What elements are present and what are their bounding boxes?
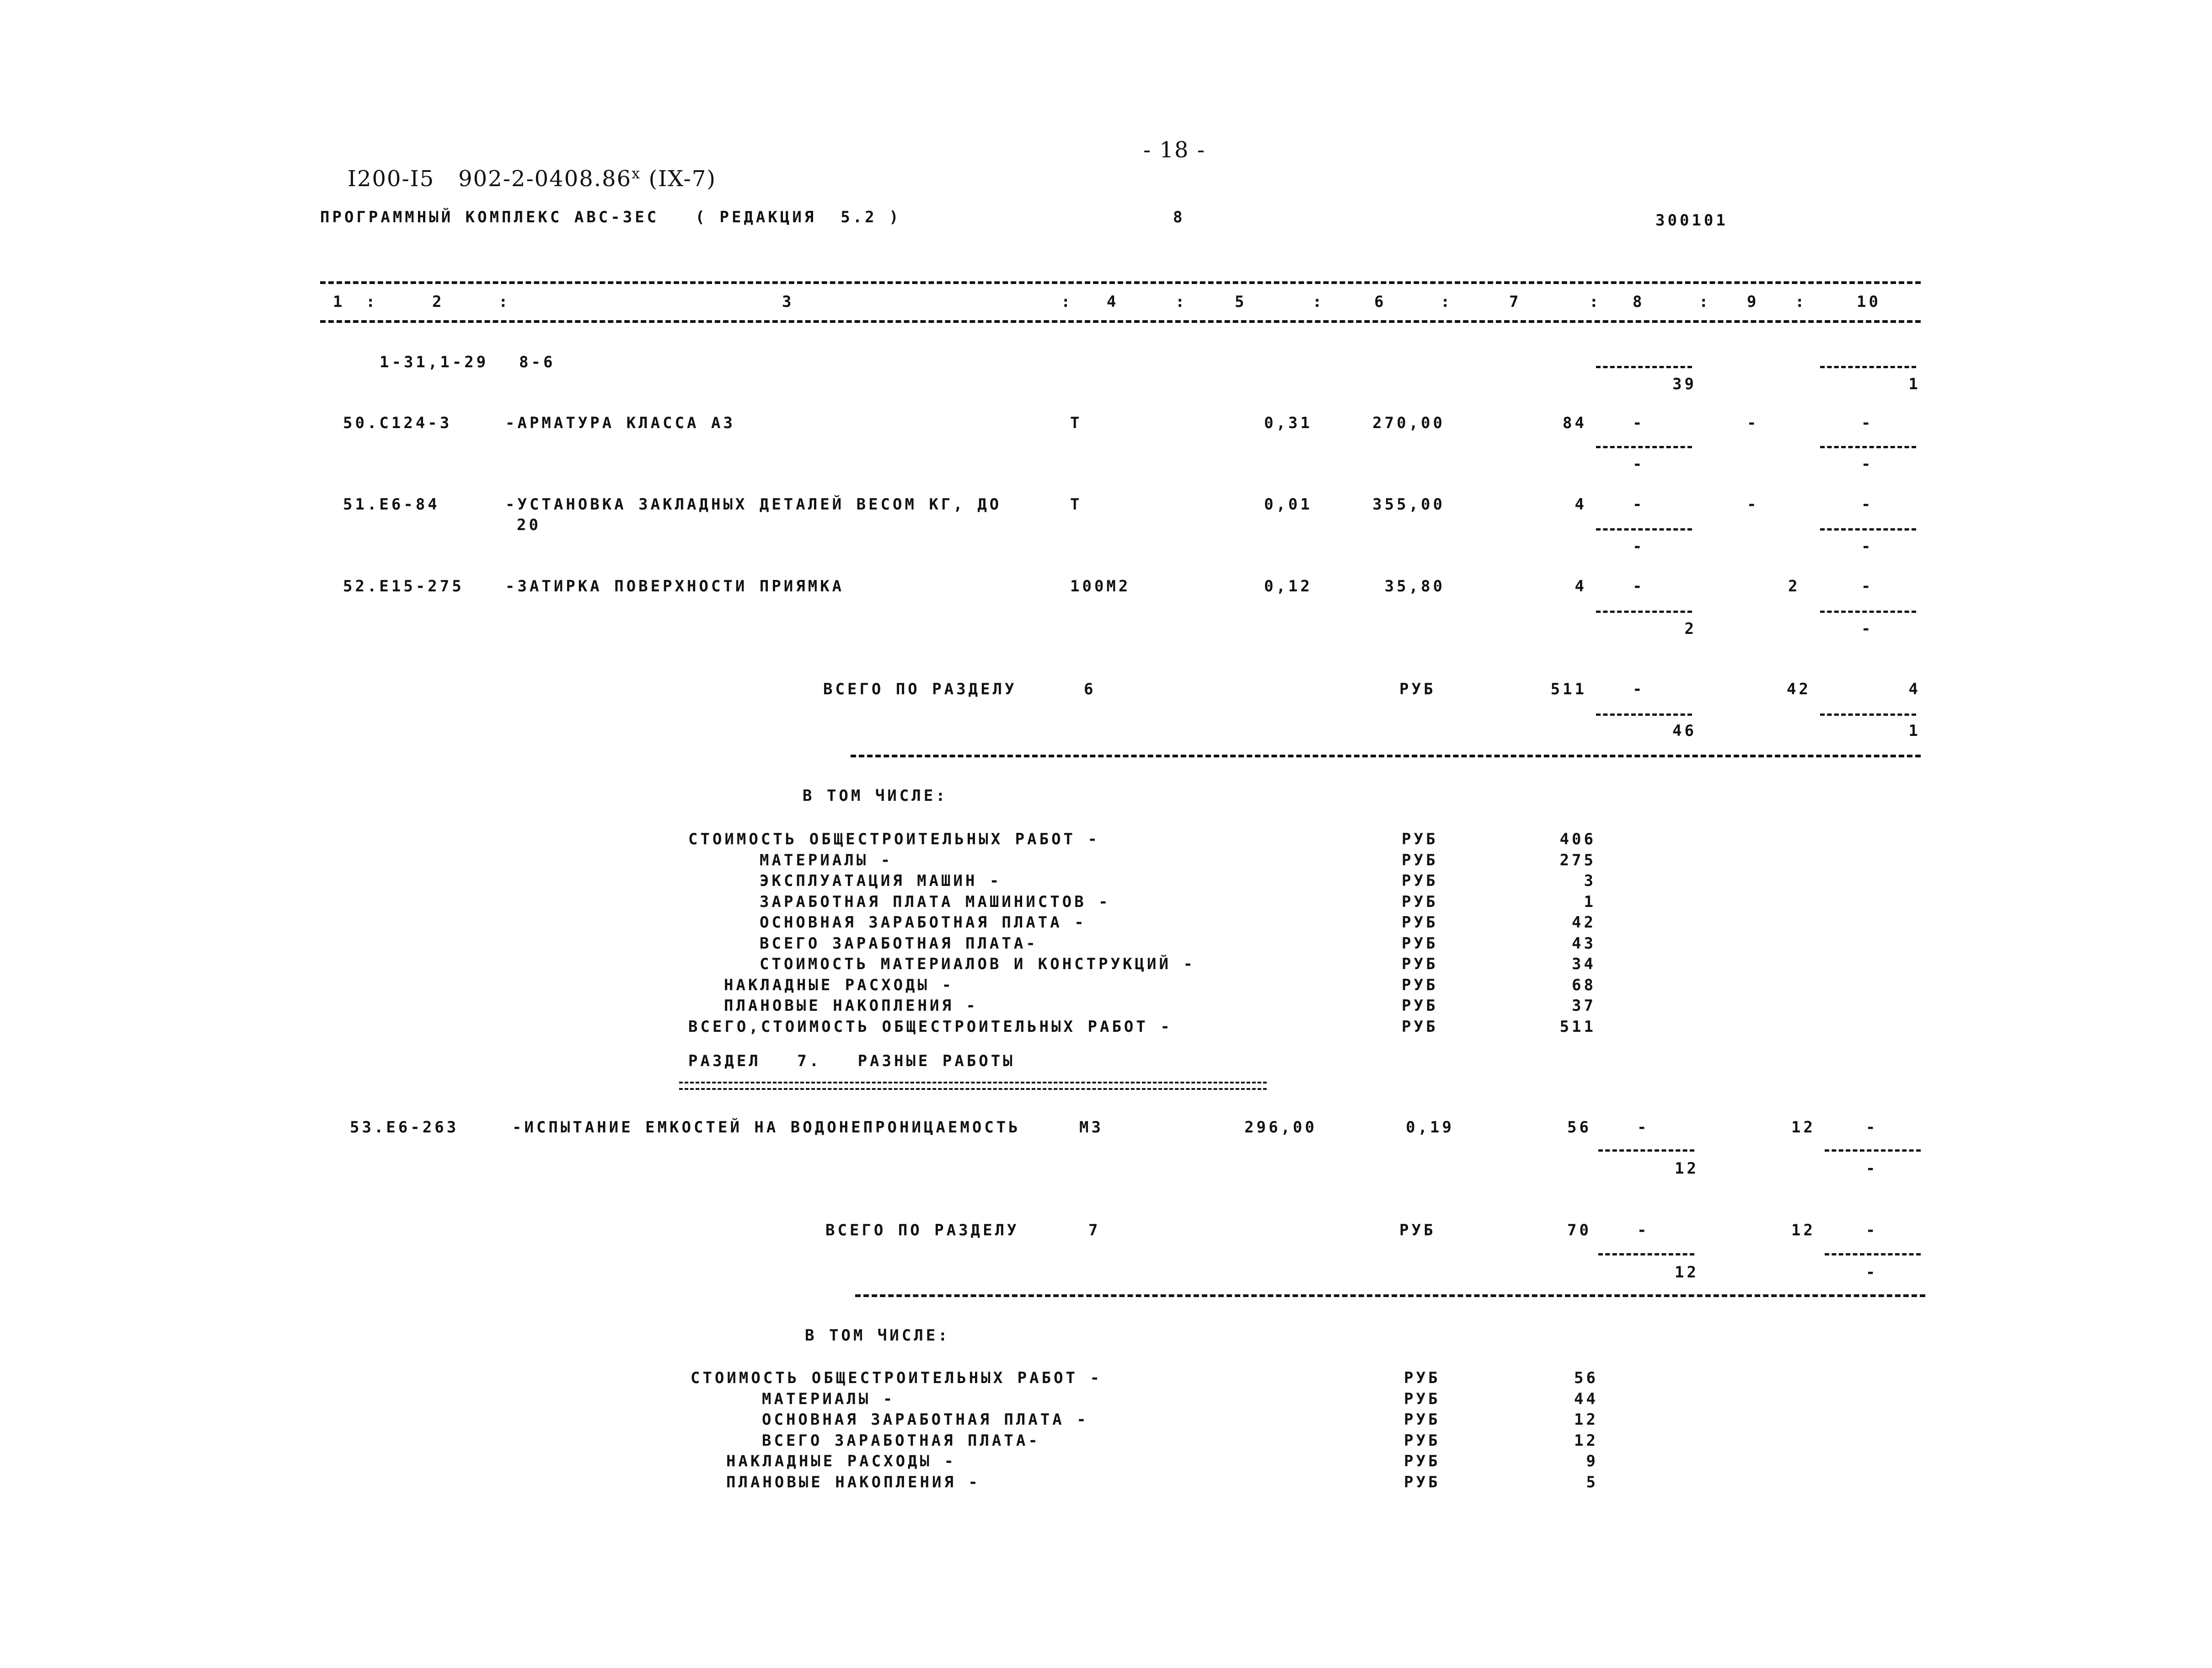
row-c9: 12 [1791,1118,1816,1137]
group-ref-code: 1-31,1-29 [380,353,489,371]
breakdown-value: 68 [1572,976,1596,994]
total-label: ВСЕГО ПО РАЗДЕЛУ [825,1221,1019,1239]
row-c8a: - [1637,1118,1650,1137]
col-4: 4 [1107,293,1119,311]
col-9: 9 [1747,293,1759,311]
breakdown-unit: РУБ [1402,913,1438,932]
breakdown-value: 3 [1584,872,1596,890]
row-qty: 0,01 [1264,495,1312,514]
breakdown-unit: РУБ [1402,976,1438,994]
total-c8b: 46 [1672,722,1697,740]
row-c8b: - [1633,455,1645,473]
breakdown-label: ВСЕГО ЗАРАБОТНАЯ ПЛАТА- [762,1432,1040,1450]
section-7-title: РАЗДЕЛ 7. РАЗНЫЕ РАБОТЫ [688,1052,1015,1070]
row-qty: 0,31 [1264,414,1312,432]
doc-code-main: I200-I5 902-2-0408.86 [348,166,632,192]
group-ref-c10-rule [1820,366,1916,368]
breakdown-value: 9 [1586,1452,1598,1470]
page-number: - 18 - [1143,137,1206,163]
col-1: 1 [333,293,345,311]
sep: : [1589,293,1601,311]
breakdown-unit: РУБ [1402,851,1438,869]
sep: : [1312,293,1325,311]
group-ref-c8-rule [1596,366,1692,368]
total-section-number: 6 [1084,680,1096,698]
total-c10-rule [1820,713,1916,716]
program-line: ПРОГРАММНЫЙ КОМПЛЕКС АВС-3ЕС ( РЕДАКЦИЯ 5.2 ) [320,208,901,226]
row-c9: 2 [1788,577,1800,595]
row-c10-rule [1820,528,1916,531]
breakdown-unit: РУБ [1404,1390,1441,1408]
sep: : [498,293,511,311]
total-c8a: - [1633,680,1645,698]
row-c10b: - [1866,1159,1878,1178]
row-unit: Т [1070,414,1082,432]
group-ref-c8: 39 [1672,375,1697,393]
breakdown-value: 34 [1572,955,1596,973]
total-c10a: 4 [1908,680,1921,698]
row-c10b: - [1861,537,1874,556]
breakdown-label: СТОИМОСТЬ МАТЕРИАЛОВ И КОНСТРУКЦИЙ - [760,955,1195,973]
breakdown-label: ОСНОВНАЯ ЗАРАБОТНАЯ ПЛАТА - [760,913,1087,932]
total-c8b: 12 [1675,1263,1699,1282]
breakdown-unit: РУБ [1402,872,1438,890]
breakdown-unit: РУБ [1404,1473,1441,1491]
total-section-number: 7 [1088,1221,1101,1239]
row-name: -УСТАНОВКА ЗАКЛАДНЫХ ДЕТАЛЕЙ ВЕСОМ КГ, ДО [505,495,1002,514]
total-label: ВСЕГО ПО РАЗДЕЛУ [823,680,1017,698]
row-name-cont: 20 [517,516,541,534]
row-price: 355,00 [1372,495,1445,514]
breakdown-unit: РУБ [1404,1411,1441,1429]
breakdown-unit: РУБ [1402,955,1438,973]
row-c10a: - [1861,577,1874,595]
row-c10-rule [1820,446,1916,448]
breakdown-value: 56 [1574,1369,1598,1387]
sep: : [1795,293,1807,311]
sep: : [366,293,378,311]
total-c8-rule [1596,713,1692,716]
sep: : [1441,293,1453,311]
breakdown-label: СТОИМОСТЬ ОБЩЕСТРОИТЕЛЬНЫХ РАБОТ - [688,830,1100,848]
row-code: 50.С124-3 [343,414,452,432]
breakdown-value: 511 [1559,1018,1596,1036]
breakdown-label: ЗАРАБОТНАЯ ПЛАТА МАШИНИСТОВ - [760,893,1111,911]
row-code: 51.Е6-84 [343,495,440,514]
total-c7: 511 [1550,680,1587,698]
breakdown-value: 42 [1572,913,1596,932]
row-price: 0,19 [1406,1118,1454,1137]
breakdown-label: СТОИМОСТЬ ОБЩЕСТРОИТЕЛЬНЫХ РАБОТ - [691,1369,1102,1387]
breakdown-label: НАКЛАДНЫЕ РАСХОДЫ - [726,1452,956,1470]
sep: : [1175,293,1188,311]
header-top-rule [320,281,1921,284]
row-c7: 84 [1563,414,1587,432]
col-2: 2 [432,293,445,311]
row-qty: 0,12 [1264,577,1312,595]
row-c8a: - [1633,414,1645,432]
row-c7: 4 [1575,577,1587,595]
breakdown-label: ВСЕГО,СТОИМОСТЬ ОБЩЕСТРОИТЕЛЬНЫХ РАБОТ - [688,1018,1173,1036]
total-c10b: - [1866,1263,1878,1282]
row-name: -АРМАТУРА КЛАССА А3 [505,414,735,432]
row-c10a: - [1861,414,1874,432]
total-c10a: - [1866,1221,1878,1239]
row-c8-rule [1596,611,1692,613]
breakdown-value: 12 [1574,1432,1598,1450]
row-c8-rule [1598,1149,1694,1152]
row-c10a: - [1861,495,1874,514]
row-code: 53.Е6-263 [350,1118,459,1137]
breakdown-unit: РУБ [1402,934,1438,953]
breakdown-value: 406 [1559,830,1596,848]
breakdown-unit: РУБ [1402,893,1438,911]
breakdown-unit: РУБ [1404,1369,1441,1387]
group-ref-c10: 1 [1908,375,1921,393]
col-8: 8 [1633,293,1645,311]
col-6: 6 [1374,293,1387,311]
row-name: -ЗАТИРКА ПОВЕРХНОСТИ ПРИЯМКА [505,577,845,595]
row-c7: 56 [1567,1118,1591,1137]
row-unit: М3 [1079,1118,1103,1137]
sep: : [1061,293,1073,311]
breakdown-value: 275 [1559,851,1596,869]
breakdown-value: 5 [1586,1473,1598,1491]
row-name: -ИСПЫТАНИЕ ЕМКОСТЕЙ НА ВОДОНЕПРОНИЦАЕМОСТЬ [512,1118,1021,1137]
row-c10-rule [1820,611,1916,613]
total-unit: РУБ [1399,1221,1436,1239]
row-c8a: - [1633,495,1645,514]
row-c10b: - [1861,620,1874,638]
row-c8a: - [1633,577,1645,595]
col-3: 3 [782,293,794,311]
row-price: 270,00 [1372,414,1445,432]
total-c8-rule [1598,1253,1694,1255]
row-unit: 100М2 [1070,577,1131,595]
row-c8-rule [1596,446,1692,448]
breakdown-unit: РУБ [1402,1018,1438,1036]
breakdown-label: ВСЕГО ЗАРАБОТНАЯ ПЛАТА- [760,934,1038,953]
breakdown-label: ПЛАНОВЫЕ НАКОПЛЕНИЯ - [724,997,978,1015]
col-10: 10 [1857,293,1881,311]
row-c10-rule [1825,1149,1921,1152]
doc-code [348,165,716,192]
row-qty: 296,00 [1244,1118,1317,1137]
total-c9: 12 [1791,1221,1816,1239]
breakdown-value: 44 [1574,1390,1598,1408]
row-c7: 4 [1575,495,1587,514]
row-c10a: - [1866,1118,1878,1137]
total-c8a: - [1637,1221,1650,1239]
total-c10-rule [1825,1253,1921,1255]
row-code: 52.Е15-275 [343,577,464,595]
breakdown-label: ЭКСПЛУАТАЦИЯ МАШИН - [760,872,1002,890]
breakdown-label: МАТЕРИАЛЫ - [760,851,893,869]
breakdown-value: 43 [1572,934,1596,953]
doc-code-superscript: x [632,165,641,182]
section-7-double-rule [679,1082,1267,1090]
row-unit: Т [1070,495,1082,514]
total-c10b: 1 [1908,722,1921,740]
row-c10b: - [1861,455,1874,473]
breakdown-label: НАКЛАДНЫЕ РАСХОДЫ - [724,976,954,994]
breakdown-label: ПЛАНОВЫЕ НАКОПЛЕНИЯ - [726,1473,980,1491]
total-bottom-rule [855,1294,1925,1297]
breakdown-label: МАТЕРИАЛЫ - [762,1390,895,1408]
breakdown-value: 37 [1572,997,1596,1015]
row-c8b: 2 [1684,620,1697,638]
row-c9: - [1747,495,1759,514]
doc-code-suffix: (IX-7) [641,166,717,192]
total-unit: РУБ [1399,680,1436,698]
total-c9: 42 [1787,680,1811,698]
row-c8b: 12 [1675,1159,1699,1178]
breakdown-value: 1 [1584,893,1596,911]
breakdown-label: ОСНОВНАЯ ЗАРАБОТНАЯ ПЛАТА - [762,1411,1089,1429]
breakdown-unit: РУБ [1402,997,1438,1015]
breakdown-unit: РУБ [1404,1432,1441,1450]
group-ref-text: 8-6 [519,353,556,371]
row-c9: - [1747,414,1759,432]
row-price: 35,80 [1384,577,1445,595]
col-5: 5 [1235,293,1247,311]
breakdown-value: 12 [1574,1411,1598,1429]
doc-id: 300101 [1655,211,1728,230]
sep: : [1699,293,1711,311]
row-c8-rule [1596,528,1692,531]
included-heading: В ТОМ ЧИСЛЕ: [805,1326,950,1345]
header-bottom-rule [320,320,1921,323]
breakdown-unit: РУБ [1402,830,1438,848]
included-heading: В ТОМ ЧИСЛЕ: [803,787,948,805]
breakdown-unit: РУБ [1404,1452,1441,1470]
col-7: 7 [1509,293,1521,311]
total-c7: 70 [1567,1221,1591,1239]
total-bottom-rule [851,755,1921,757]
sheet-number: 8 [1173,208,1185,226]
row-c8b: - [1633,537,1645,556]
